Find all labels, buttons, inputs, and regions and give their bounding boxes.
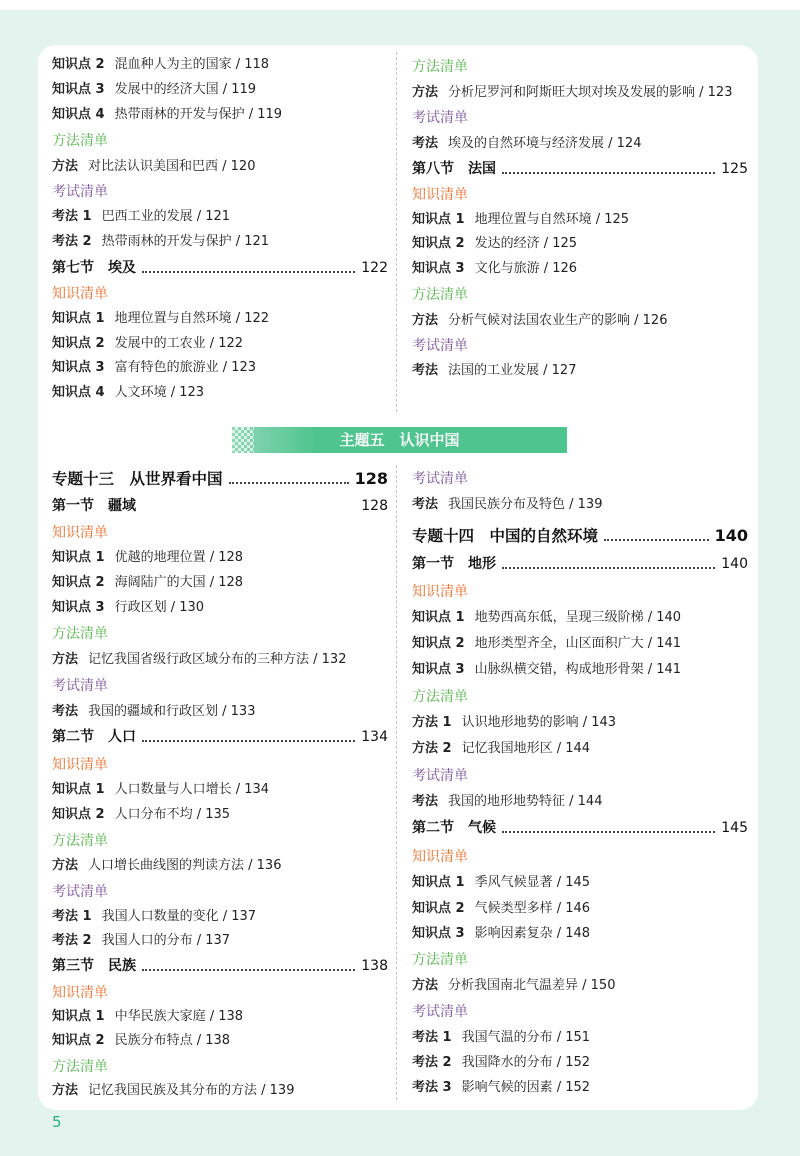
topic-heading-14[interactable]: 专题十四 中国的自然环境 140 [412, 526, 748, 545]
knowledge-list-heading: 知识清单 [412, 584, 468, 600]
toc-entry[interactable]: 知识点 2 混血种人为主的国家 / 118 [52, 57, 270, 72]
method-list-heading: 方法清单 [52, 133, 108, 149]
knowledge-list-heading: 知识清单 [52, 985, 108, 1001]
section-heading-population[interactable]: 第二节 人口 134 [52, 729, 388, 745]
page-number: 5 [52, 1113, 62, 1131]
section-heading-territory[interactable]: 第一节 疆域 128 [52, 498, 388, 514]
toc-entry[interactable]: 考法 埃及的自然环境与经济发展 / 124 [412, 136, 642, 151]
toc-entry[interactable]: 知识点 1 地理位置与自然环境 / 125 [412, 212, 630, 227]
toc-entry[interactable]: 知识点 4 人文环境 / 123 [52, 385, 205, 400]
toc-entry[interactable]: 考法 1 我国人口数量的变化 / 137 [52, 909, 257, 924]
toc-entry[interactable]: 知识点 3 发展中的经济大国 / 119 [52, 82, 257, 97]
section-heading-climate[interactable]: 第二节 气候 145 [412, 820, 748, 836]
toc-entry[interactable]: 方法 人口增长曲线图的判读方法 / 136 [52, 858, 282, 873]
method-list-heading: 方法清单 [52, 1059, 108, 1075]
section-heading-terrain[interactable]: 第一节 地形 140 [412, 556, 748, 572]
toc-entry[interactable]: 知识点 3 山脉纵横交错，构成地形骨架 / 141 [412, 662, 682, 677]
exam-list-heading: 考试清单 [52, 184, 108, 200]
leader-dots [502, 172, 715, 174]
theme-banner: 主题五 认识中国 [232, 427, 567, 453]
toc-entry[interactable]: 知识点 2 气候类型多样 / 146 [412, 901, 591, 916]
toc-entry[interactable]: 知识点 1 人口数量与人口增长 / 134 [52, 782, 270, 797]
toc-entry[interactable]: 知识点 3 富有特色的旅游业 / 123 [52, 360, 257, 375]
leader-dots [142, 969, 355, 971]
column-divider-upper [396, 52, 397, 412]
knowledge-list-heading: 知识清单 [52, 286, 108, 302]
toc-entry[interactable]: 考法 1 我国气温的分布 / 151 [412, 1030, 591, 1045]
leader-dots [142, 271, 355, 273]
toc-entry[interactable]: 方法 对比法认识美国和巴西 / 120 [52, 159, 256, 174]
toc-entry[interactable]: 知识点 2 海阔陆广的大国 / 128 [52, 575, 244, 590]
toc-entry[interactable]: 知识点 2 地形类型齐全，山区面积广大 / 141 [412, 636, 682, 651]
exam-list-heading: 考试清单 [412, 338, 468, 354]
section-heading-france[interactable]: 第八节 法国 125 [412, 161, 748, 177]
toc-entry[interactable]: 知识点 1 季风气候显著 / 145 [412, 875, 591, 890]
method-list-heading: 方法清单 [412, 952, 468, 968]
exam-list-heading: 考试清单 [412, 110, 468, 126]
exam-list-heading: 考试清单 [52, 678, 108, 694]
method-list-heading: 方法清单 [412, 689, 468, 705]
knowledge-list-heading: 知识清单 [52, 757, 108, 773]
method-list-heading: 方法清单 [52, 626, 108, 642]
toc-entry[interactable]: 知识点 1 中华民族大家庭 / 138 [52, 1009, 244, 1024]
toc-entry[interactable]: 知识点 2 人口分布不均 / 135 [52, 807, 231, 822]
toc-entry[interactable]: 方法 1 认识地形地势的影响 / 143 [412, 715, 617, 730]
toc-entry[interactable]: 知识点 4 热带雨林的开发与保护 / 119 [52, 107, 283, 122]
toc-entry[interactable]: 知识点 1 地势西高东低，呈现三级阶梯 / 140 [412, 610, 682, 625]
method-list-heading: 方法清单 [412, 287, 468, 303]
knowledge-list-heading: 知识清单 [412, 849, 468, 865]
top-edge [0, 0, 800, 10]
knowledge-list-heading: 知识清单 [52, 525, 108, 541]
toc-entry[interactable]: 知识点 2 民族分布特点 / 138 [52, 1033, 231, 1048]
toc-entry[interactable]: 知识点 3 文化与旅游 / 126 [412, 261, 578, 276]
exam-list-heading: 考试清单 [52, 884, 108, 900]
leader-dots [604, 539, 709, 541]
leader-dots [229, 482, 349, 484]
toc-entry[interactable]: 方法 记忆我国民族及其分布的方法 / 139 [52, 1083, 295, 1098]
toc-entry[interactable]: 方法 2 记忆我国地形区 / 144 [412, 741, 591, 756]
section-heading-egypt[interactable]: 第七节 埃及 122 [52, 260, 388, 276]
topic-heading-13[interactable]: 专题十三 从世界看中国 128 [52, 469, 388, 488]
toc-entry[interactable]: 知识点 3 行政区划 / 130 [52, 600, 205, 615]
section-heading-ethnic[interactable]: 第三节 民族 138 [52, 958, 388, 974]
toc-entry[interactable]: 考法 3 影响气候的因素 / 152 [412, 1080, 591, 1095]
leader-dots [142, 740, 355, 742]
toc-entry[interactable]: 考法 2 我国人口的分布 / 137 [52, 933, 231, 948]
toc-entry[interactable]: 方法 分析气候对法国农业生产的影响 / 126 [412, 313, 668, 328]
toc-entry[interactable]: 方法 分析尼罗河和阿斯旺大坝对埃及发展的影响 / 123 [412, 85, 733, 100]
column-divider-lower [396, 465, 397, 1100]
toc-entry[interactable]: 考法 我国民族分布及特色 / 139 [412, 497, 603, 512]
toc-entry[interactable]: 考法 1 巴西工业的发展 / 121 [52, 209, 231, 224]
toc-entry[interactable]: 方法 记忆我国省级行政区域分布的三种方法 / 132 [52, 652, 347, 667]
exam-list-heading: 考试清单 [412, 1004, 468, 1020]
toc-entry[interactable]: 考法 法国的工业发展 / 127 [412, 363, 577, 378]
method-list-heading: 方法清单 [412, 59, 468, 75]
leader-dots [502, 831, 715, 833]
exam-list-heading: 考试清单 [412, 768, 468, 784]
toc-entry[interactable]: 考法 我国的地形地势特征 / 144 [412, 794, 603, 809]
leader-dots [502, 567, 715, 569]
toc-entry[interactable]: 知识点 2 发达的经济 / 125 [412, 236, 578, 251]
knowledge-list-heading: 知识清单 [412, 187, 468, 203]
toc-entry[interactable]: 考法 2 我国降水的分布 / 152 [412, 1055, 591, 1070]
toc-entry[interactable]: 知识点 2 发展中的工农业 / 122 [52, 336, 244, 351]
toc-entry[interactable]: 知识点 3 影响因素复杂 / 148 [412, 926, 591, 941]
exam-list-heading: 考试清单 [412, 471, 468, 487]
toc-entry[interactable]: 考法 2 热带雨林的开发与保护 / 121 [52, 234, 270, 249]
toc-entry[interactable]: 考法 我国的疆域和行政区划 / 133 [52, 704, 256, 719]
toc-entry[interactable]: 方法 分析我国南北气温差异 / 150 [412, 978, 616, 993]
toc-entry[interactable]: 知识点 1 优越的地理位置 / 128 [52, 550, 244, 565]
banner-checker-pattern [232, 427, 254, 453]
toc-entry[interactable]: 知识点 1 地理位置与自然环境 / 122 [52, 311, 270, 326]
method-list-heading: 方法清单 [52, 833, 108, 849]
